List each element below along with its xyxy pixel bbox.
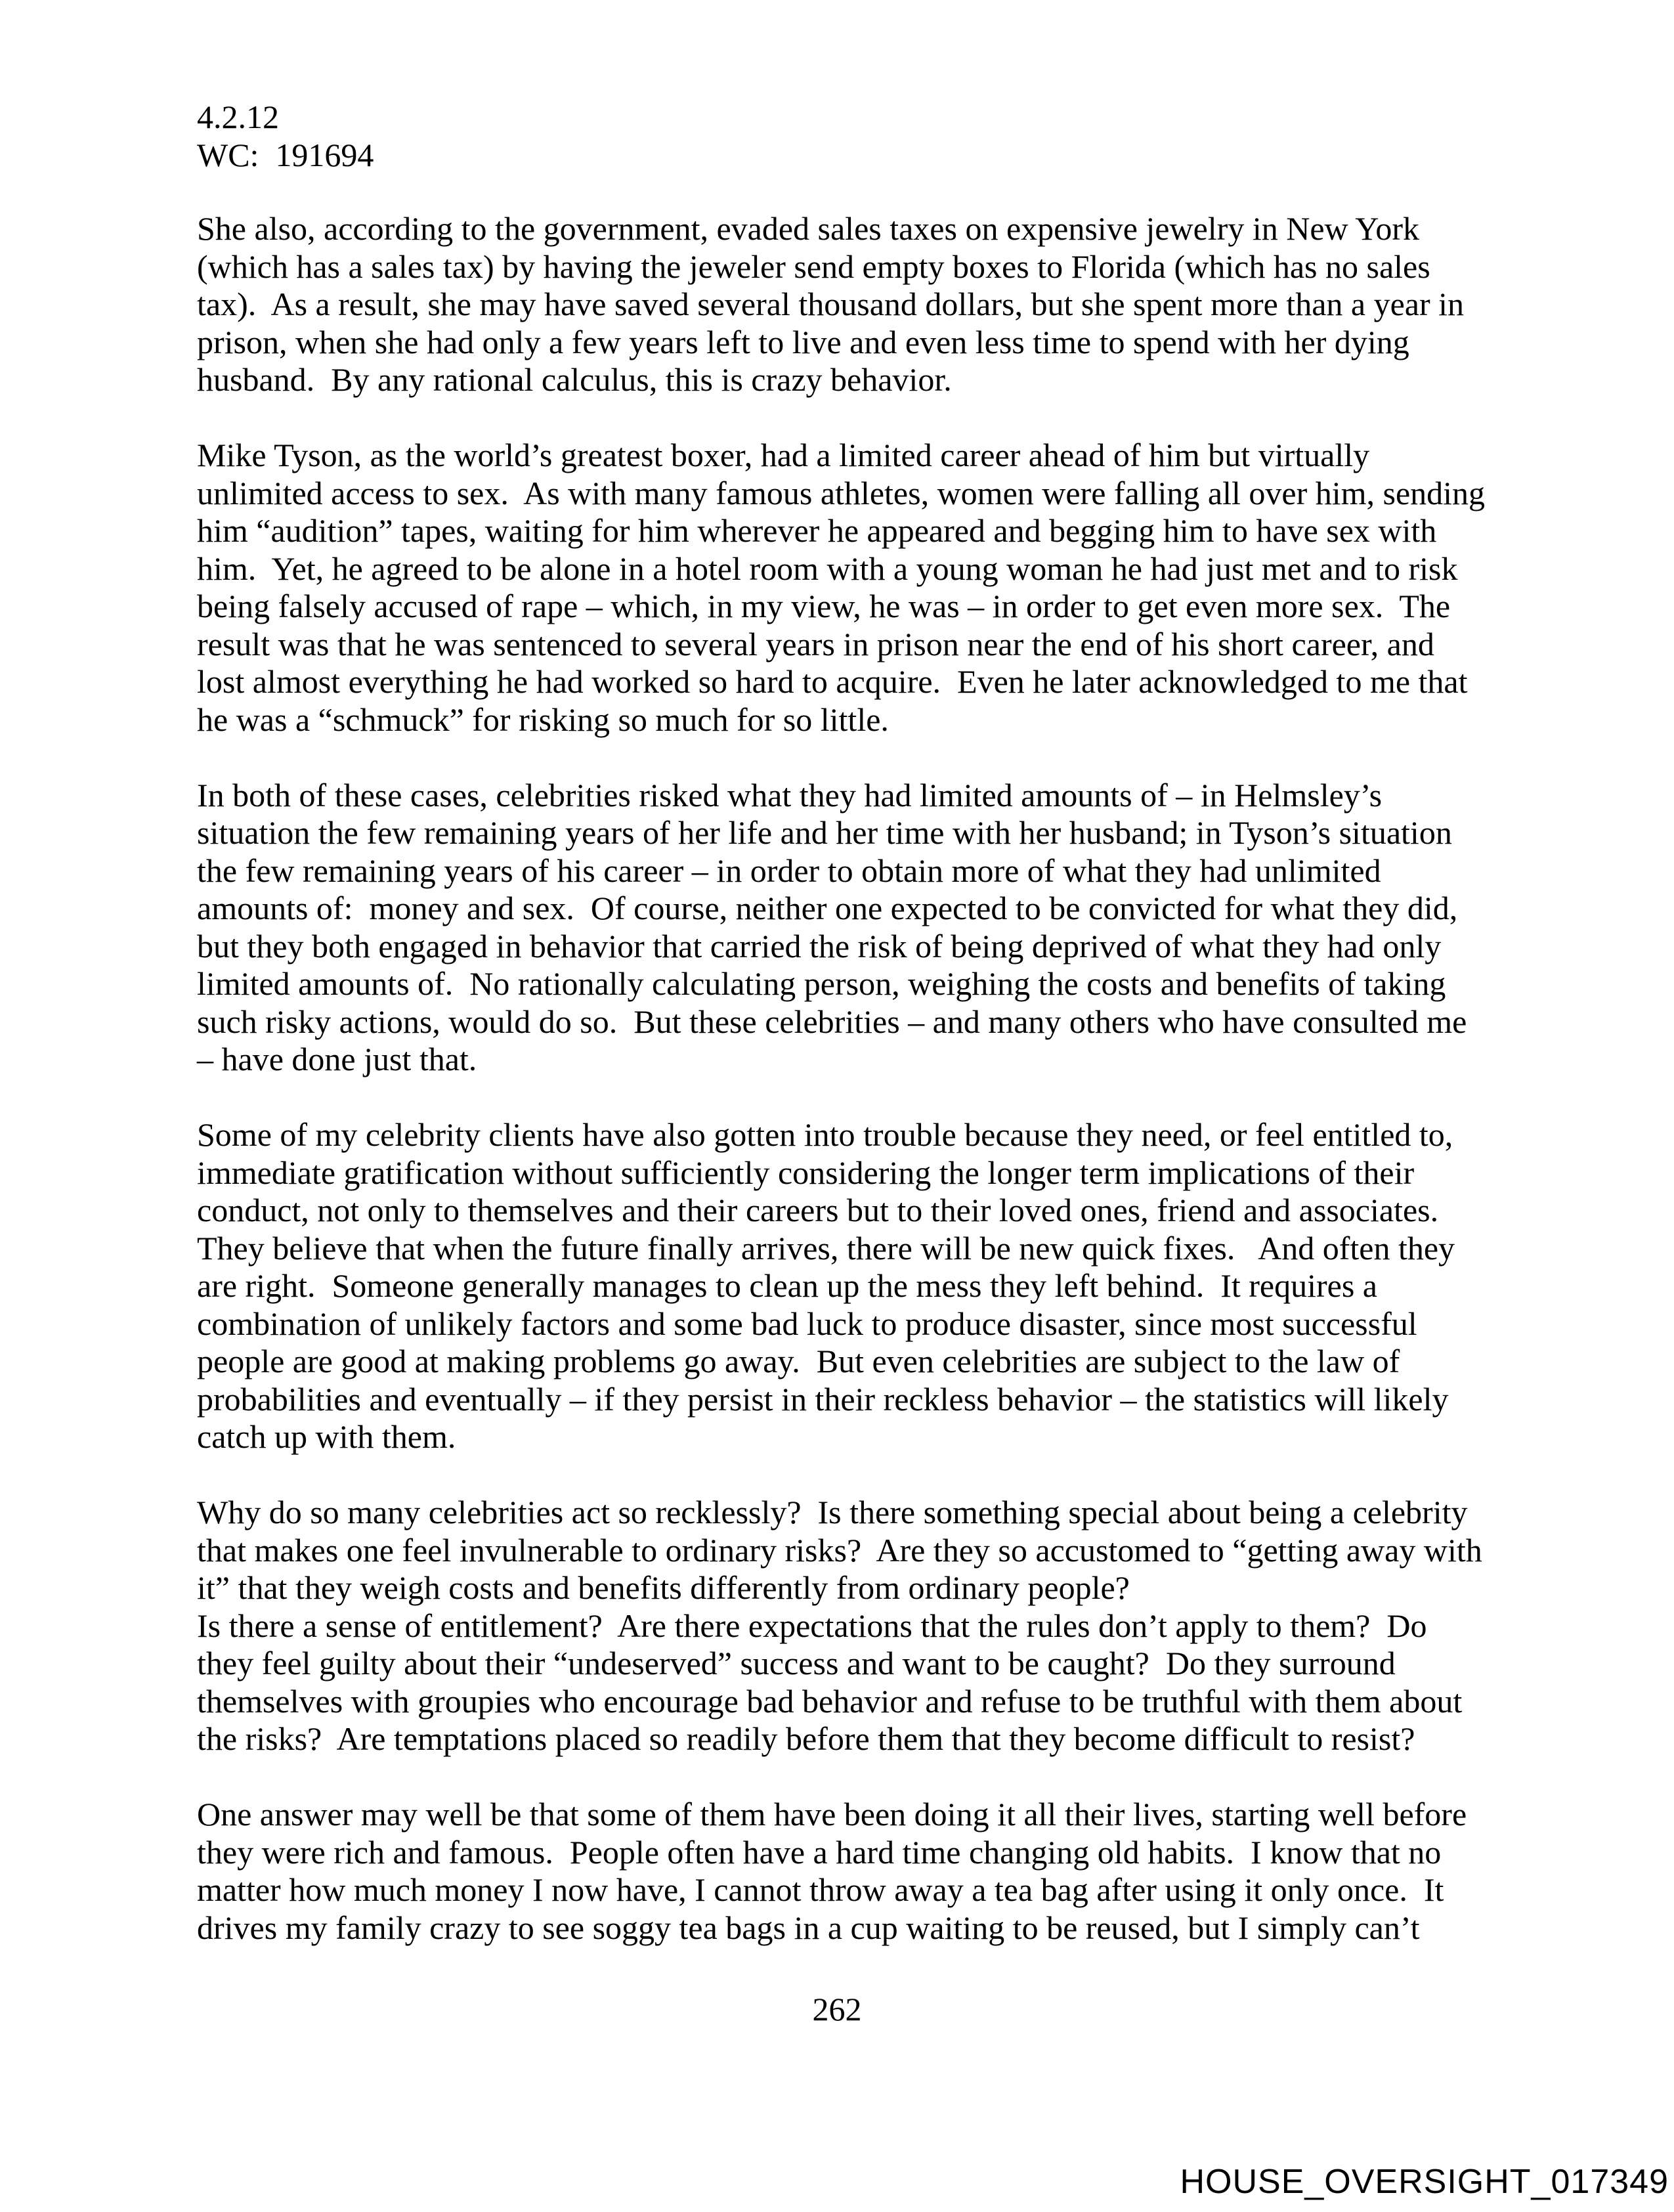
text-line: drives my family crazy to see soggy tea bags in a cup waiting to be reused, but I simply can’t xyxy=(197,1909,1420,1946)
text-line: they were rich and famous. People often have a hard time changing old habits. I know that no xyxy=(197,1833,1442,1871)
text-line: limited amounts of. No rationally calculating person, weighing the costs and benefits of taking xyxy=(197,965,1446,1002)
text-line: probabilities and eventually – if they persist in their reckless behavior – the statistics will likely xyxy=(197,1380,1449,1418)
text-line: prison, when she had only a few years left to live and even less time to spend with her dying xyxy=(197,323,1409,360)
document-header xyxy=(197,98,374,174)
text-line: – have done just that. xyxy=(197,1041,477,1077)
text-line: They believe that when the future finally arrives, there will be new quick fixes. And often they xyxy=(197,1229,1455,1267)
paragraph xyxy=(197,437,1516,739)
text-line: lost almost everything he had worked so hard to acquire. Even he later acknowledged to me that xyxy=(197,663,1468,700)
paragraph xyxy=(197,1494,1516,1758)
text-line: tax). As a result, she may have saved several thousand dollars, but she spent more than a year in xyxy=(197,286,1465,322)
text-line: immediate gratification without sufficiently considering the longer term implications of their xyxy=(197,1154,1415,1191)
text-line: they feel guilty about their “undeserved” success and want to be caught? Do they surround xyxy=(197,1645,1396,1681)
text-line: matter how much money I now have, I cannot throw away a tea bag after using it only once. It xyxy=(197,1871,1444,1908)
text-line: but they both engaged in behavior that carried the risk of being deprived of what they had only xyxy=(197,927,1442,965)
text-line: him. Yet, he agreed to be alone in a hotel room with a young woman he had just met and to risk xyxy=(197,550,1458,587)
page-number: 262 xyxy=(812,1991,862,2028)
text-line: Some of my celebrity clients have also gotten into trouble because they need, or feel entitled to, xyxy=(197,1116,1453,1153)
text-line: unlimited access to sex. As with many famous athletes, women were falling all over him, sending xyxy=(197,474,1486,511)
text-line: people are good at making problems go away. But even celebrities are subject to the law of xyxy=(197,1343,1400,1379)
text-line: amounts of: money and sex. Of course, neither one expected to be convicted for what they did, xyxy=(197,890,1458,926)
text-line: themselves with groupies who encourage bad behavior and refuse to be truthful with them about xyxy=(197,1682,1463,1720)
text-line: he was a “schmuck” for risking so much for so little. xyxy=(197,701,889,738)
text-line: him “audition” tapes, waiting for him wherever he appeared and begging him to have sex with xyxy=(197,512,1437,549)
paragraph xyxy=(197,210,1516,399)
paragraph xyxy=(197,777,1516,1079)
header-date: 4.2.12 xyxy=(197,98,279,135)
document-body xyxy=(197,210,1516,1985)
text-line: that makes one feel invulnerable to ordinary risks? Are they so accustomed to “getting away with xyxy=(197,1531,1482,1569)
paragraph xyxy=(197,1116,1516,1456)
bates-stamp: HOUSE_OVERSIGHT_017349 xyxy=(1180,2163,1669,2201)
text-line: conduct, not only to themselves and their careers but to their loved ones, friend and associates. xyxy=(197,1192,1439,1228)
text-line: In both of these cases, celebrities risked what they had limited amounts of – in Helmsley’s xyxy=(197,776,1383,813)
paragraph xyxy=(197,1796,1516,1947)
header-word-count: WC: 191694 xyxy=(197,136,374,173)
text-line: combination of unlikely factors and some bad luck to produce disaster, since most successful xyxy=(197,1305,1417,1342)
text-line: catch up with them. xyxy=(197,1418,456,1455)
text-line: She also, according to the government, evaded sales taxes on expensive jewelry in New York xyxy=(197,210,1420,247)
text-line: One answer may well be that some of them have been doing it all their lives, starting well before xyxy=(197,1796,1467,1832)
text-line: are right. Someone generally manages to clean up the mess they left behind. It requires a xyxy=(197,1267,1377,1304)
text-line: husband. By any rational calculus, this is crazy behavior. xyxy=(197,361,952,398)
text-line: result was that he was sentenced to several years in prison near the end of his short career, and xyxy=(197,625,1434,662)
text-line: being falsely accused of rape – which, in my view, he was – in order to get even more sex. The xyxy=(197,588,1451,624)
text-line: Why do so many celebrities act so recklessly? Is there something special about being a celebrity xyxy=(197,1494,1468,1530)
text-line: (which has a sales tax) by having the jeweler send empty boxes to Florida (which has no sales xyxy=(197,248,1430,285)
text-line: situation the few remaining years of her life and her time with her husband; in Tyson’s situation xyxy=(197,814,1452,851)
text-line: the risks? Are temptations placed so readily before them that they become difficult to resist? xyxy=(197,1720,1415,1757)
text-line: Mike Tyson, as the world’s greatest boxer, had a limited career ahead of him but virtually xyxy=(197,437,1370,473)
text-line: Is there a sense of entitlement? Are there expectations that the rules don’t apply to them? Do xyxy=(197,1607,1427,1644)
text-line: the few remaining years of his career – in order to obtain more of what they had unlimited xyxy=(197,852,1381,889)
text-line: such risky actions, would do so. But these celebrities – and many others who have consulted me xyxy=(197,1003,1467,1040)
text-line: it” that they weigh costs and benefits differently from ordinary people? xyxy=(197,1569,1130,1606)
